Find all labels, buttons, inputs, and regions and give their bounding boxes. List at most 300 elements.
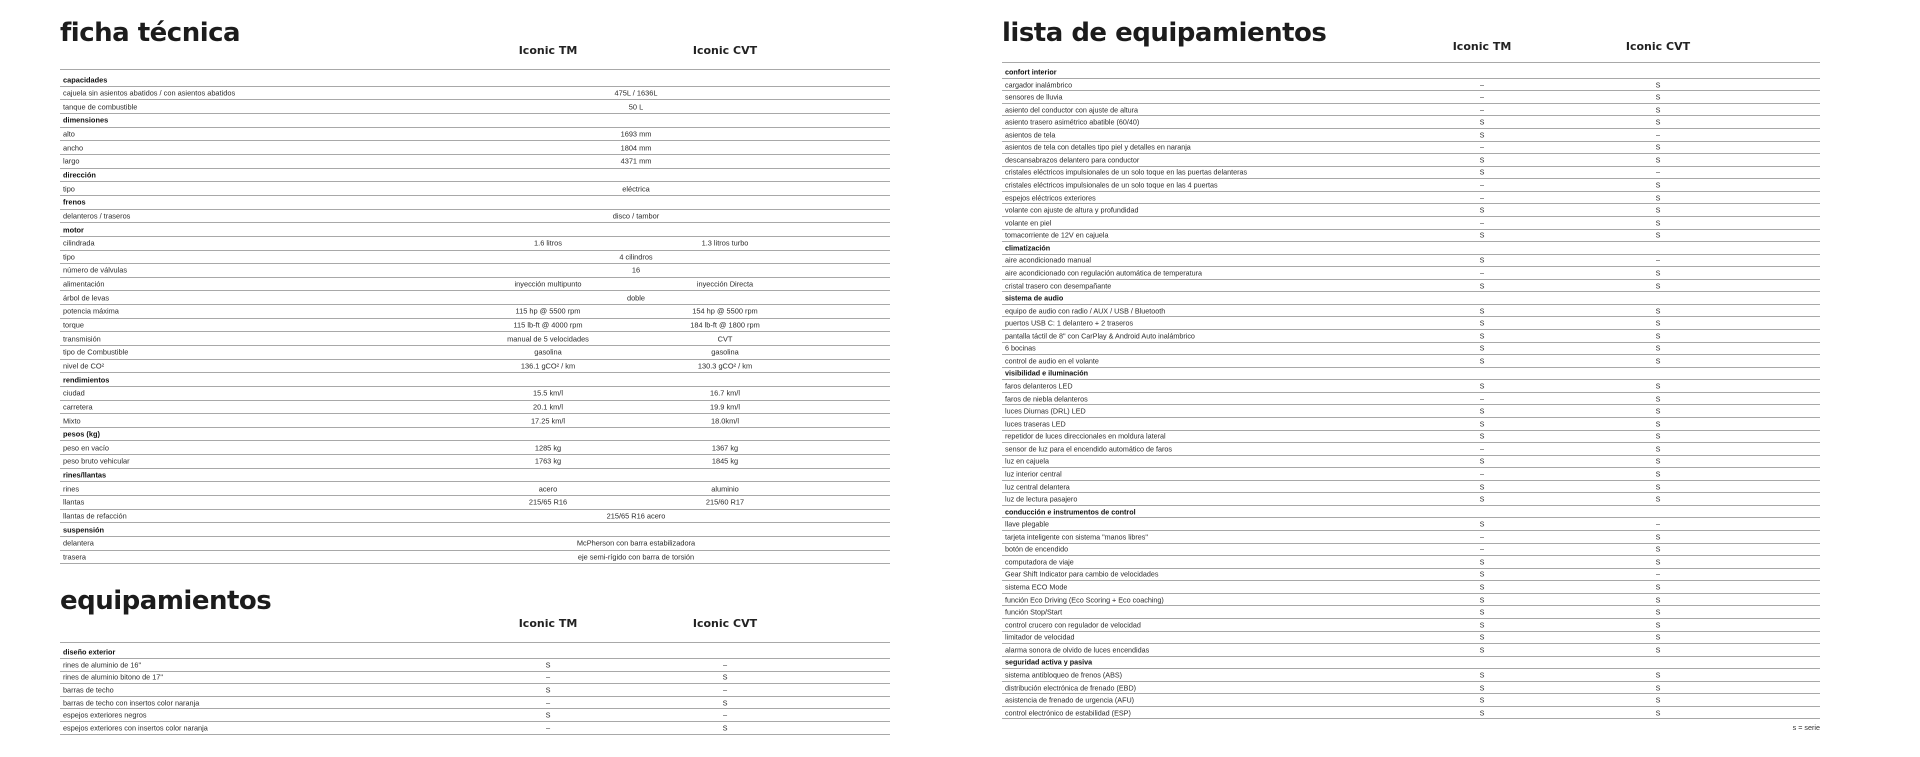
table-row (60, 141, 890, 155)
iconic-cvt-value: S (1655, 557, 1661, 567)
ficha-title: ficha técnica (60, 18, 241, 48)
table-row (60, 319, 890, 333)
table-row (60, 401, 890, 415)
iconic-cvt-value: S (722, 672, 728, 682)
iconic-cvt-value: S (1655, 205, 1661, 215)
iconic-tm-value: S (1479, 595, 1485, 605)
iconic-cvt-value: S (1655, 381, 1661, 391)
row-label: espejos eléctricos exteriores (1005, 193, 1096, 203)
table-row (60, 684, 890, 697)
table-row (1002, 694, 1820, 707)
section-header-row (60, 223, 890, 237)
table-row (1002, 129, 1820, 142)
section-header-row (1002, 657, 1820, 670)
lista-title: lista de equipamientos (1002, 18, 1327, 48)
iconic-tm-value: S (1479, 494, 1485, 504)
row-label: sensor de luz para el encendido automático de faros (1005, 444, 1173, 454)
iconic-tm-value: S (1479, 381, 1485, 391)
iconic-cvt-value: S (1655, 632, 1661, 642)
table-row (60, 387, 890, 401)
iconic-tm-value: S (1479, 645, 1485, 655)
row-label: espejos exteriores con insertos color naranja (63, 723, 208, 733)
row-label: trasera (63, 552, 87, 562)
iconic-cvt-value: S (1655, 494, 1661, 504)
lista-column-headers (1002, 40, 1820, 56)
ficha-col-iconic-tm: Iconic TM (518, 44, 578, 58)
row-label: Mixto (63, 416, 81, 426)
table-row (1002, 217, 1820, 230)
iconic-cvt-value: 130.3 gCO² / km (697, 361, 753, 371)
iconic-tm-value: 115 lb-ft @ 4000 rpm (513, 320, 583, 330)
section-header-row (1002, 242, 1820, 255)
section-header-row (60, 373, 890, 387)
table-row (1002, 393, 1820, 406)
row-label: pantalla táctil de 8" con CarPlay & Android Auto inalámbrico (1005, 331, 1195, 341)
iconic-cvt-value: aluminio (711, 484, 739, 494)
row-label: alto (63, 129, 75, 139)
table-row (1002, 405, 1820, 418)
row-label: barras de techo (63, 685, 114, 695)
ficha-top-rule (60, 69, 890, 70)
iconic-tm-value: S (1479, 167, 1485, 177)
section-header-row (1002, 506, 1820, 519)
iconic-tm-value: – (1480, 142, 1484, 152)
row-label: cristal trasero con desempañante (1005, 281, 1112, 291)
iconic-tm-value: S (1479, 155, 1485, 165)
iconic-cvt-value: S (1655, 356, 1661, 366)
iconic-tm-value: 136.1 gCO² / km (520, 361, 576, 371)
section-header-row (60, 469, 890, 483)
row-label: botón de encendido (1005, 544, 1069, 554)
table-row (1002, 91, 1820, 104)
iconic-cvt-value: 18.0km/l (711, 416, 739, 426)
iconic-tm-value: – (545, 723, 551, 733)
shared-value: 16 (631, 265, 641, 275)
iconic-tm-value: S (1479, 331, 1485, 341)
table-row (60, 210, 890, 224)
table-row (1002, 431, 1820, 444)
iconic-tm-value: S (545, 685, 551, 695)
table-row (1002, 116, 1820, 129)
table-row (1002, 343, 1820, 356)
iconic-cvt-value: S (1655, 406, 1661, 416)
table-row (1002, 682, 1820, 695)
shared-value: 1804 mm (620, 143, 652, 153)
table-row (60, 155, 890, 169)
section-label: sistema de audio (1005, 293, 1064, 303)
iconic-cvt-value: – (722, 685, 728, 695)
row-label: función Stop/Start (1005, 607, 1063, 617)
row-label: cristales eléctricos impulsionales de un solo toque en las 4 puertas (1005, 180, 1218, 190)
iconic-tm-value: – (1480, 268, 1484, 278)
row-label: distribución electrónica de frenado (EBD) (1005, 683, 1137, 693)
row-label: puertos USB C: 1 delantero + 2 traseros (1005, 318, 1134, 328)
table-row (1002, 619, 1820, 632)
row-label: asiento trasero asimétrico abatible (60/40) (1005, 117, 1140, 127)
table-row (1002, 493, 1820, 506)
iconic-cvt-value: S (1655, 117, 1661, 127)
iconic-tm-value: S (1479, 456, 1485, 466)
table-row (60, 537, 890, 551)
table-row (1002, 456, 1820, 469)
iconic-cvt-value: – (1656, 519, 1660, 529)
row-label: alimentación (63, 279, 105, 289)
row-label: asiento del conductor con ajuste de altura (1005, 105, 1139, 115)
equipamientos-column-headers (60, 617, 890, 633)
iconic-cvt-value: S (1655, 645, 1661, 655)
iconic-cvt-value: S (1655, 343, 1661, 353)
iconic-tm-value: S (1479, 557, 1485, 567)
iconic-cvt-value: 1.3 litros turbo (701, 238, 749, 248)
iconic-tm-value: S (1479, 482, 1485, 492)
iconic-cvt-value: CVT (717, 334, 733, 344)
section-header-row (60, 114, 890, 128)
row-label: descansabrazos delantero para conductor (1005, 155, 1140, 165)
equip-col-iconic-cvt: Iconic CVT (692, 617, 758, 631)
row-label: cilindrada (63, 238, 95, 248)
iconic-cvt-value: 1367 kg (711, 443, 739, 453)
section-header-row (1002, 368, 1820, 381)
row-label: Gear Shift Indicator para cambio de velocidades (1005, 569, 1159, 579)
row-label: sensores de lluvia (1005, 92, 1063, 102)
table-row (1002, 280, 1820, 293)
row-label: volante en piel (1005, 218, 1052, 228)
table-row (1002, 556, 1820, 569)
equipamientos-title: equipamientos (60, 586, 272, 617)
section-label: dirección (63, 170, 96, 180)
iconic-tm-value: 15.5 km/l (533, 388, 563, 398)
shared-value: eléctrica (622, 184, 650, 194)
table-row (1002, 355, 1820, 368)
table-row (1002, 468, 1820, 481)
iconic-tm-value: S (1479, 356, 1485, 366)
table-row (60, 496, 890, 510)
row-label: llantas de refacción (63, 511, 127, 521)
iconic-cvt-value: S (1655, 620, 1661, 630)
iconic-tm-value: – (1480, 105, 1484, 115)
row-label: luz en cajuela (1005, 456, 1049, 466)
iconic-cvt-value: inyección Directa (696, 279, 754, 289)
table-row (1002, 418, 1820, 431)
iconic-tm-value: S (1479, 255, 1485, 265)
section-header-row (60, 428, 890, 442)
iconic-tm-value: gasolina (534, 347, 562, 357)
iconic-cvt-value: S (1655, 595, 1661, 605)
left-panel (60, 18, 890, 735)
section-label: suspensión (63, 525, 105, 535)
iconic-cvt-value: S (1655, 469, 1661, 479)
section-header-row (60, 523, 890, 537)
iconic-cvt-value: S (1655, 419, 1661, 429)
iconic-tm-value: S (1479, 230, 1485, 240)
row-label: asientos de tela con detalles tipo piel y detalles en naranja (1005, 142, 1191, 152)
row-label: alarma sonora de olvido de luces encendidas (1005, 645, 1150, 655)
iconic-tm-value: S (1479, 683, 1485, 693)
iconic-cvt-value: S (1655, 193, 1661, 203)
iconic-tm-value: 20.1 km/l (533, 402, 563, 412)
table-row (1002, 632, 1820, 645)
ficha-col-iconic-cvt: Iconic CVT (692, 44, 758, 58)
section-header-row (1002, 292, 1820, 305)
row-label: luz central delantera (1005, 482, 1070, 492)
row-label: largo (63, 156, 80, 166)
row-label: 6 bocinas (1005, 343, 1036, 353)
iconic-cvt-value: S (1655, 544, 1661, 554)
table-row (1002, 330, 1820, 343)
section-label: capacidades (63, 75, 108, 84)
iconic-tm-value: S (1479, 519, 1485, 529)
shared-value: 1693 mm (620, 129, 652, 139)
table-row (1002, 594, 1820, 607)
iconic-tm-value: S (1479, 569, 1485, 579)
table-row (60, 722, 890, 735)
row-label: aire acondicionado manual (1005, 255, 1091, 265)
section-label: climatización (1005, 243, 1051, 253)
row-label: tarjeta inteligente con sistema "manos libres" (1005, 532, 1148, 542)
iconic-tm-value: – (1480, 80, 1484, 90)
iconic-tm-value: S (1479, 708, 1485, 718)
ficha-table (60, 73, 890, 564)
iconic-cvt-value: S (1655, 683, 1661, 693)
iconic-cvt-value: 154 hp @ 5500 rpm (692, 306, 758, 316)
iconic-cvt-value: gasolina (711, 347, 739, 357)
row-label: transmisión (63, 334, 101, 344)
table-row (60, 510, 890, 524)
table-row (1002, 154, 1820, 167)
table-row (1002, 255, 1820, 268)
row-label: control crucero con regulador de velocidad (1005, 620, 1141, 630)
lista-top-rule (1002, 62, 1820, 63)
table-row (1002, 267, 1820, 280)
iconic-cvt-value: S (1655, 670, 1661, 680)
iconic-cvt-value: 184 lb-ft @ 1800 rpm (690, 320, 760, 330)
iconic-cvt-value: – (1656, 255, 1660, 265)
table-row (1002, 518, 1820, 531)
row-label: barras de techo con insertos color naranja (63, 698, 200, 708)
shared-value: disco / tambor (612, 211, 660, 221)
equipamientos-table (60, 646, 890, 734)
iconic-cvt-value: S (1655, 331, 1661, 341)
table-row (1002, 581, 1820, 594)
iconic-tm-value: 1.6 litros (534, 238, 562, 248)
ficha-column-headers (60, 44, 890, 60)
iconic-cvt-value: S (1655, 695, 1661, 705)
table-row (1002, 531, 1820, 544)
table-row (60, 237, 890, 251)
iconic-cvt-value: 19.9 km/l (710, 402, 740, 412)
iconic-tm-value: S (1479, 582, 1485, 592)
iconic-cvt-value: S (1655, 281, 1661, 291)
row-label: número de válvulas (63, 265, 128, 275)
table-row (1002, 644, 1820, 657)
lista-col-iconic-tm: Iconic TM (1452, 40, 1512, 54)
table-row (60, 455, 890, 469)
table-row (1002, 79, 1820, 92)
table-row (60, 332, 890, 346)
lista-col-iconic-cvt: Iconic CVT (1625, 40, 1691, 54)
table-row (1002, 669, 1820, 682)
row-label: tipo (63, 184, 75, 194)
iconic-cvt-value: S (1655, 92, 1661, 102)
shared-value: 4371 mm (620, 156, 652, 166)
shared-value: McPherson con barra estabilizadora (576, 538, 696, 548)
row-label: árbol de levas (63, 293, 110, 303)
section-header-row (60, 646, 890, 659)
table-row (1002, 443, 1820, 456)
iconic-tm-value: 215/65 R16 (528, 497, 568, 507)
table-row (60, 659, 890, 672)
table-row (1002, 167, 1820, 180)
row-label: llave plegable (1005, 519, 1049, 529)
iconic-cvt-value: S (1655, 80, 1661, 90)
iconic-tm-value: acero (538, 484, 558, 494)
iconic-tm-value: S (1479, 281, 1485, 291)
table-row (1002, 305, 1820, 318)
table-row (60, 672, 890, 685)
table-row (1002, 569, 1820, 582)
table-row (60, 360, 890, 374)
iconic-tm-value: manual de 5 velocidades (507, 334, 589, 344)
table-row (60, 251, 890, 265)
row-label: ancho (63, 143, 84, 153)
section-label: conducción e instrumentos de control (1005, 507, 1136, 517)
iconic-cvt-value: S (1655, 218, 1661, 228)
iconic-tm-value: – (545, 672, 551, 682)
iconic-cvt-value: S (1655, 456, 1661, 466)
iconic-cvt-value: S (1655, 306, 1661, 316)
table-row (1002, 230, 1820, 243)
row-label: carretera (63, 402, 93, 412)
row-label: sistema antibloqueo de frenos (ABS) (1005, 670, 1123, 680)
table-row (60, 264, 890, 278)
iconic-tm-value: – (1480, 180, 1484, 190)
table-row (1002, 317, 1820, 330)
row-label: asientos de tela (1005, 130, 1056, 140)
iconic-tm-value: S (1479, 670, 1485, 680)
iconic-tm-value: S (545, 710, 551, 720)
row-label: rines de aluminio de 16" (63, 660, 142, 670)
iconic-cvt-value: S (1655, 105, 1661, 115)
iconic-cvt-value: S (1655, 155, 1661, 165)
row-label: faros de niebla delanteros (1005, 394, 1088, 404)
iconic-cvt-value: S (1655, 582, 1661, 592)
table-row (60, 128, 890, 142)
table-row (60, 182, 890, 196)
table-row (60, 482, 890, 496)
shared-value: 50 L (628, 102, 644, 112)
row-label: cristales eléctricos impulsionales de un solo toque en las puertas delanteras (1005, 167, 1248, 177)
iconic-tm-value: S (1479, 205, 1485, 215)
row-label: función Eco Driving (Eco Scoring + Eco coaching) (1005, 595, 1164, 605)
row-label: tipo de Combustible (63, 347, 129, 357)
row-label: delanteros / traseros (63, 211, 131, 221)
row-label: torque (63, 320, 84, 330)
iconic-tm-value: – (1480, 469, 1484, 479)
iconic-tm-value: inyección multipunto (514, 279, 582, 289)
iconic-tm-value: – (1480, 444, 1484, 454)
section-header-row (60, 196, 890, 210)
row-label: computadora de viaje (1005, 557, 1074, 567)
iconic-cvt-value: S (1655, 318, 1661, 328)
shared-value: eje semi-rígido con barra de torsión (577, 552, 695, 562)
row-label: llantas (63, 497, 85, 507)
row-label: tanque de combustible (63, 102, 138, 112)
row-label: volante con ajuste de altura y profundidad (1005, 205, 1139, 215)
iconic-tm-value: 17.25 km/l (530, 416, 566, 426)
row-label: control electrónico de estabilidad (ESP) (1005, 708, 1131, 718)
iconic-tm-value: S (1479, 632, 1485, 642)
table-row (60, 709, 890, 722)
table-row (1002, 544, 1820, 557)
table-row (1002, 481, 1820, 494)
row-label: peso en vacío (63, 443, 110, 453)
iconic-cvt-value: S (1655, 394, 1661, 404)
iconic-cvt-value: S (1655, 607, 1661, 617)
equip-col-iconic-tm: Iconic TM (518, 617, 578, 631)
iconic-cvt-value: – (1656, 569, 1660, 579)
iconic-tm-value: S (1479, 343, 1485, 353)
row-label: peso bruto vehicular (63, 456, 130, 466)
iconic-tm-value: – (1480, 544, 1484, 554)
row-label: tomacorriente de 12V en cajuela (1005, 230, 1109, 240)
table-row (1002, 192, 1820, 205)
table-row (1002, 104, 1820, 117)
table-row (1002, 142, 1820, 155)
table-row (60, 305, 890, 319)
iconic-tm-value: 1285 kg (534, 443, 562, 453)
iconic-tm-value: – (1480, 218, 1484, 228)
iconic-cvt-value: S (1655, 180, 1661, 190)
iconic-tm-value: S (1479, 419, 1485, 429)
iconic-cvt-value: S (1655, 708, 1661, 718)
iconic-cvt-value: – (1656, 130, 1660, 140)
row-label: luz de lectura pasajero (1005, 494, 1078, 504)
iconic-tm-value: S (1479, 117, 1485, 127)
section-label: confort interior (1005, 67, 1057, 77)
iconic-tm-value: S (1479, 431, 1485, 441)
iconic-tm-value: S (1479, 130, 1485, 140)
row-label: espejos exteriores negros (63, 710, 147, 720)
iconic-tm-value: – (545, 698, 551, 708)
table-row (60, 551, 890, 565)
row-label: luz interior central (1005, 469, 1062, 479)
iconic-tm-value: S (1479, 406, 1485, 416)
iconic-tm-value: S (1479, 695, 1485, 705)
iconic-cvt-value: – (1656, 167, 1660, 177)
row-label: luces traseras LED (1005, 419, 1066, 429)
iconic-cvt-value: 215/60 R17 (705, 497, 745, 507)
shared-value: doble (626, 293, 646, 303)
shared-value: 215/65 R16 acero (606, 511, 666, 521)
iconic-cvt-value: S (1655, 230, 1661, 240)
row-label: faros delanteros LED (1005, 381, 1073, 391)
table-row (60, 414, 890, 428)
section-label: diseño exterior (63, 647, 116, 657)
serie-footnote: s = serie (1792, 723, 1820, 733)
iconic-tm-value: – (1480, 92, 1484, 102)
iconic-tm-value: – (1480, 532, 1484, 542)
row-label: rines (63, 484, 80, 494)
lista-table (1002, 66, 1820, 719)
shared-value: 475L / 1636L (614, 88, 658, 98)
table-row (60, 346, 890, 360)
table-row (60, 87, 890, 101)
iconic-cvt-value: S (1655, 482, 1661, 492)
iconic-cvt-value: – (722, 710, 728, 720)
row-label: limitador de velocidad (1005, 632, 1075, 642)
row-label: repetidor de luces direccionales en moldura lateral (1005, 431, 1166, 441)
row-label: aire acondicionado con regulación automática de temperatura (1005, 268, 1202, 278)
